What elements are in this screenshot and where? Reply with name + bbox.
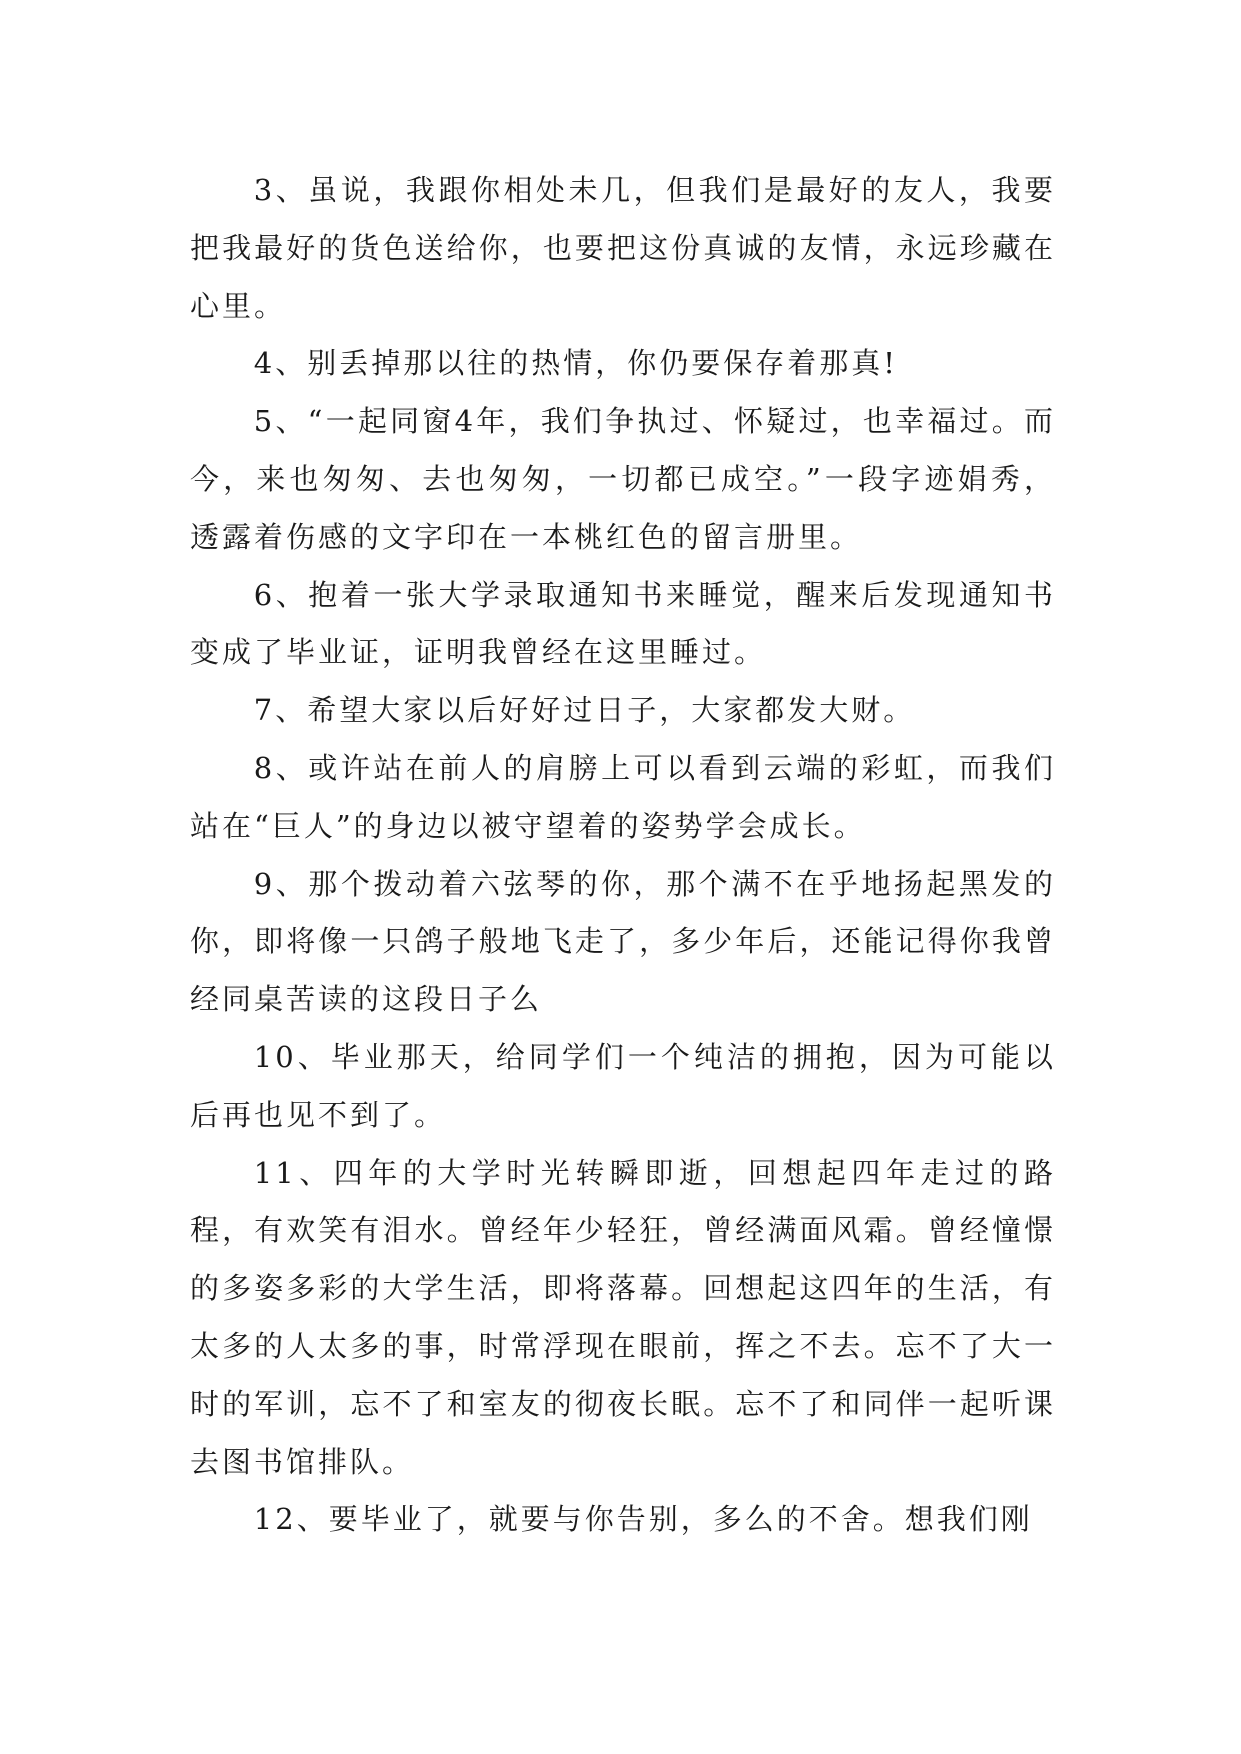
paragraph-10: 10、毕业那天，给同学们一个纯洁的拥抱，因为可能以后再也见不到了。: [190, 1039, 1056, 1132]
paragraph-6: 6、抱着一张大学录取通知书来睡觉，醒来后发现通知书变成了毕业证，证明我曾经在这里睡过。: [190, 577, 1056, 670]
paragraph-7: 7、希望大家以后好好过日子，大家都发大财。: [253, 693, 916, 728]
paragraph-4: 4、别丢掉那以往的热情，你仍要保存着那真!: [253, 346, 898, 381]
paragraph-5: 5、“一起同窗4年，我们争执过、怀疑过，也幸福过。而今，来也匆匆、去也匆匆，一切都已成空。”一段字迹娟秀，透露着伤感的文字印在一本桃红色的留言册里。: [190, 404, 1056, 554]
document-body: [190, 162, 1056, 1549]
paragraph-8: 8、或许站在前人的肩膀上可以看到云端的彩虹，而我们站在“巨人”的身边以被守望着的姿势学会成长。: [190, 750, 1056, 843]
paragraph-3: 3、虽说，我跟你相处未几，但我们是最好的友人，我要把我最好的货色送给你，也要把这份真诚的友情，永远珍藏在心里。: [190, 173, 1056, 323]
paragraph-9: 9、那个拨动着六弦琴的你，那个满不在乎地扬起黑发的你，即将像一只鸽子般地飞走了，多少年后，还能记得你我曾经同桌苦读的这段日子么: [190, 866, 1056, 1017]
paragraph-12: 12、要毕业了，就要与你告别，多么的不舍。想我们刚: [253, 1502, 1033, 1537]
paragraph-11: 11、四年的大学时光转瞬即逝，回想起四年走过的路程，有欢笑有泪水。曾经年少轻狂，曾经满面风霜。曾经憧憬的多姿多彩的大学生活，即将落幕。回想起这四年的生活，有太多的人太多的事，时常浮现在眼前，挥之不去。忘不了大一时的军训，忘不了和室友的彻夜长眠。忘不了和同伴一起听课去图书馆排队。: [190, 1155, 1056, 1479]
